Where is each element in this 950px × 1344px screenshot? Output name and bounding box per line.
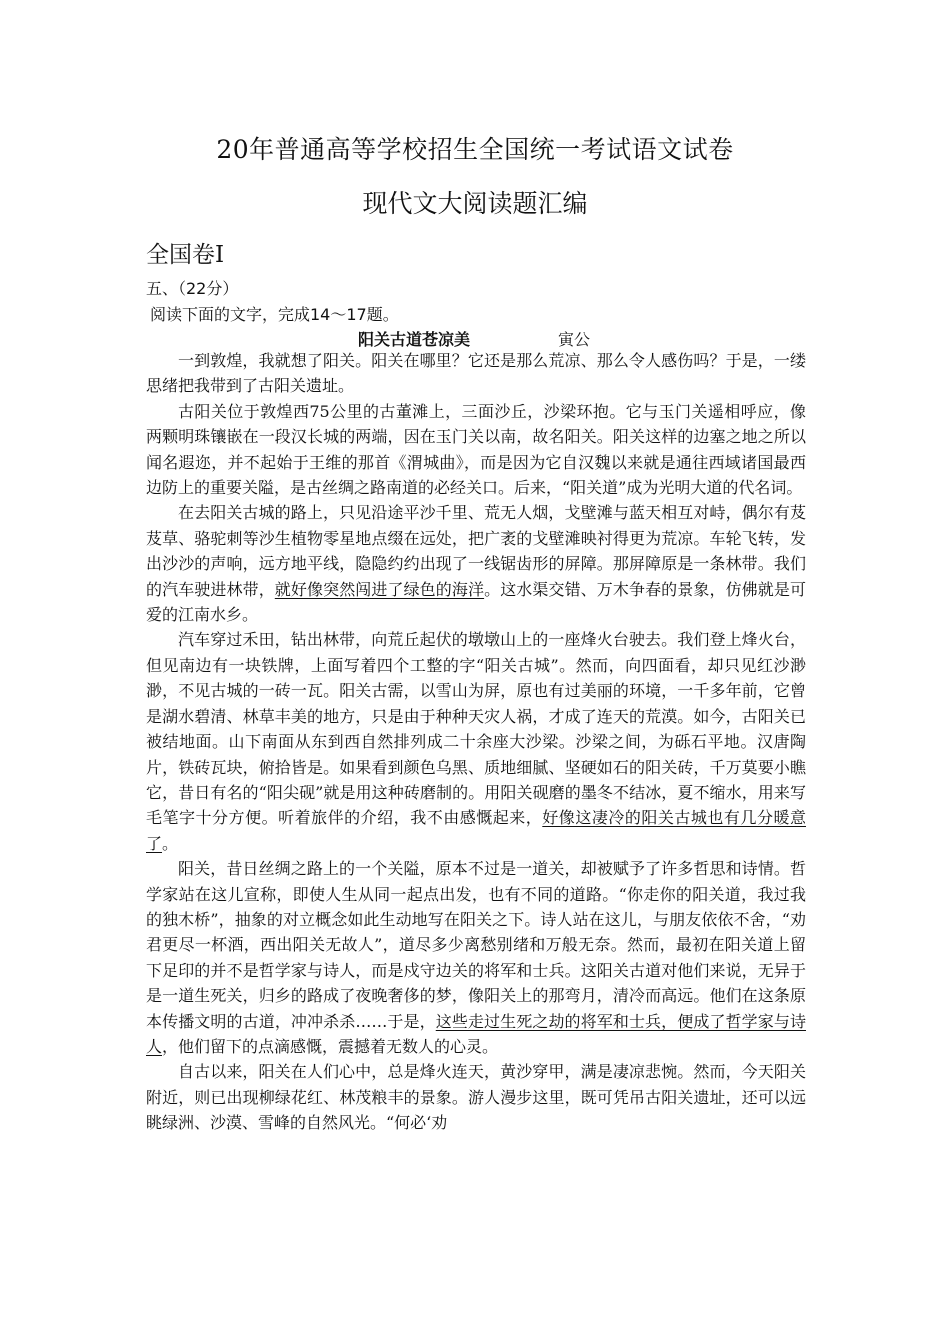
paragraph-4-underlined: 好像这凄冷的阳关古城也有几分暖意了 (146, 808, 806, 853)
article-title: 阳关古道苍凉美 (358, 330, 471, 349)
paragraph-6: 自古以来，阳关在人们心中，总是烽火连天，黄沙穿甲，满是凄凉悲惋。然而，今天阳关附近，则已出现柳绿花红、林茂粮丰的景象。游人漫步这里，既可凭吊古阳关遗址，还可以远眺绿洲、沙漠、雪峰的自然风光。“何必‘劝 (146, 1062, 806, 1133)
paper-name: 全国卷Ⅰ (146, 242, 225, 268)
paragraph-3-underlined: 就好像突然闯进了绿色的海洋 (274, 579, 485, 599)
question-heading: 五、（22分） (146, 279, 239, 298)
paragraph-5-underlined: 这些走过生死之劫的将军和士兵，便成了哲学家与诗人 (146, 1011, 806, 1056)
exam-subtitle: 现代文大阅读题汇编 (362, 189, 588, 218)
article-author: 寅公 (558, 330, 591, 349)
paragraph-5 (146, 856, 806, 1059)
paragraph-5-text-a: 阳关，昔日丝绸之路上的一个关隘，原本不过是一道关，却被赋予了许多哲思和诗情。哲学家站在这儿宣称，即使人生从同一起点出发，也有不同的道路。“你走你的阳关道，我过我的独木桥”，抽象的对立概念如此生动地写在阳关之下。诗人站在这儿，与朋友依依不舍，“劝君更尽一杯酒，西出阳关无故人”，道尽多少离愁别绪和万般无奈。然而，最初在阳关道上留下足印的并不是哲学家与诗人，而是戍守边关的将军和士兵。这阳关古道对他们来说，无异于是一道生死关，归乡的路成了夜晚奢侈的梦，像阳关上的那弯月，清冷而高远。他们在这条原本传播文明的古道，冲冲杀杀……于是， (146, 859, 806, 1031)
paragraph-4 (146, 627, 806, 856)
paragraph-3-text-a: 在去阳关古城的路上，只见沿途平沙千里、荒无人烟，戈壁滩与蓝天相互对峙，偶尔有芨芨草、骆驼刺等沙生植物零星地点缀在远处，把广袤的戈壁滩映衬得更为荒凉。车轮飞转，发出沙沙的声响，远方地平线，隐隐约约出现了一线锯齿形的屏障。那屏障原是一条林带。我们的汽车驶进林带， (146, 503, 806, 599)
paragraph-2: 古阳关位于敦煌西75公里的古董滩上，三面沙丘，沙梁环抱。它与玉门关遥相呼应，像两颗明珠镶嵌在一段汉长城的两端，因在玉门关以南，故名阳关。阳关这样的边塞之地之所以闻名遐迩，并不起始于王维的那首《渭城曲》，而是因为它自汉魏以来就是通往西域诸国最西边防上的重要关隘，是古丝绸之路南道的必经关口。后来，“阳关道”成为光明大道的代名词。 (146, 401, 806, 498)
paragraph-4-text-a: 汽车穿过禾田，钻出林带，向荒丘起伏的墩墩山上的一座烽火台驶去。我们登上烽火台，但见南边有一块铁牌，上面写着四个工整的字“阳关古城”。然而，向四面看，却只见红沙渺渺，不见古城的一砖一瓦。阳关古需，以雪山为屏，原也有过美丽的环境，一千多年前，它曾是湖水碧清、林草丰美的地方，只是由于种种天灾人祸，才成了连天的荒漠。如今，古阳关已被结地面。山下南面从东到西自然排列成二十余座大沙梁。沙梁之间，为砾石平地。汉唐陶片，铁砖瓦块，俯拾皆是。如果看到颜色乌黑、质地细腻、坚硬如石的阳关砖，千万莫要小瞧它，昔日有名的“阳尖砚”就是用这种砖磨制的。用阳关砚磨的墨冬不结冰，夏不缩水，用来写毛笔字十分方便。听着旅伴的介绍，我不由感慨起来， (146, 630, 806, 828)
paragraph-4-text-b: 。 (162, 833, 179, 853)
paragraph-3-text-b: 。这水渠交错、万木争春的景象，仿佛就是可爱的江南水乡。 (146, 579, 806, 625)
paragraph-1: 一到敦煌，我就想了阳关。阳关在哪里？它还是那么荒凉、那么令人感伤吗？于是，一缕思绪把我带到了古阳关遗址。 (146, 351, 806, 396)
paragraph-3 (146, 500, 806, 627)
exam-title: 20年普通高等学校招生全国统一考试语文试卷 (216, 135, 734, 164)
question-instruction: 阅读下面的文字，完成14～17题。 (150, 305, 399, 324)
paragraph-5-text-b: ，他们留下的点滴感慨，震撼着无数人的心灵。 (162, 1036, 499, 1056)
article-body (146, 348, 806, 1136)
